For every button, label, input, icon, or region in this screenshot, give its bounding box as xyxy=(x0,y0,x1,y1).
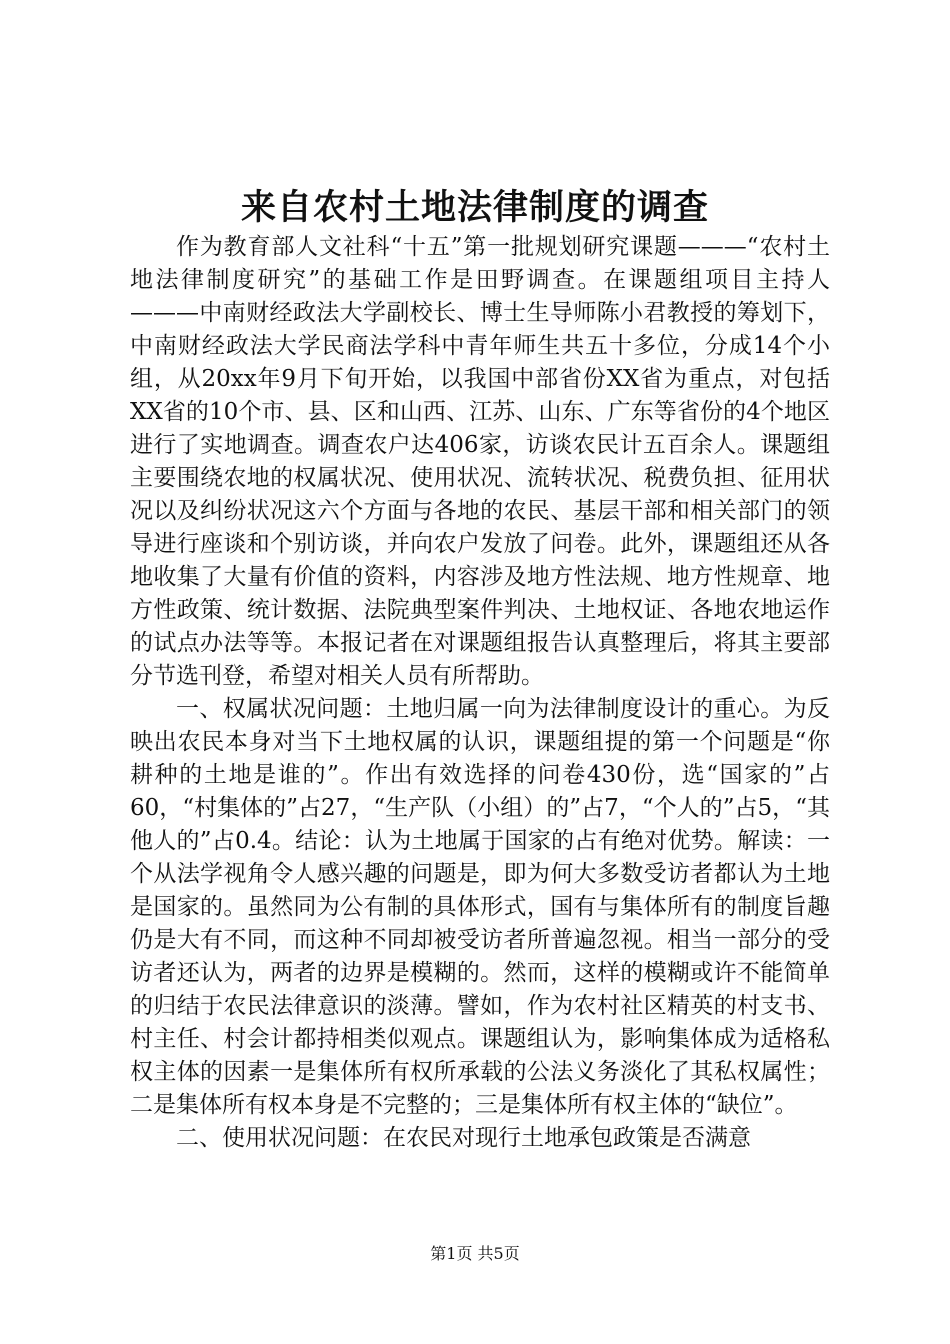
paragraph-intro: 作为教育部人文社科“十五”第一批规划研究课题———“农村土地法律制度研究”的基础工作是田野调查。在课题组项目主持人———中南财经政法大学副校长、博士生导师陈小君教授的筹划下，中南财经政法大学民商法学科中青年师生共五十多位，分成14个小组，从20xx年9月下旬开始，以我国中部省份XX省为重点，对包括XX省的10个市、县、区和山西、江苏、山东、广东等省份的4个地区进行了实地调查。调查农户达406家，访谈农民计五百余人。课题组主要围绕农地的权属状况、使用状况、流转状况、税费负担、征用状况以及纠纷状况这六个方面与各地的农民、基层干部和相关部门的领导进行座谈和个别访谈，并向农户发放了问卷。此外，课题组还从各地收集了大量有价值的资料，内容涉及地方性法规、地方性规章、地方性政策、统计数据、法院典型案件判决、土地权证、各地农地运作的试点办法等等。本报记者在对课题组报告认真整理后，将其主要部分节选刊登，希望对相关人员有所帮助。 xyxy=(130,234,830,689)
document-body xyxy=(130,231,830,1155)
page-footer: 第1页 共5页 xyxy=(430,1244,520,1263)
document-title: 来自农村土地法律制度的调查 xyxy=(240,187,709,228)
paragraph-ownership: 一、权属状况问题：土地归属一向为法律制度设计的重心。为反映出农民本身对当下土地权属的认识，课题组提的第一个问题是“你耕种的土地是谁的”。作出有效选择的问卷430份，选“国家的”占60，“村集体的”占27，“生产队（小组）的”占7，“个人的”占5，“其他人的”占0.4。结论：认为土地属于国家的占有绝对优势。解读：一个从法学视角令人感兴趣的问题是，即为何大多数受访者都认为土地是国家的。虽然同为公有制的具体形式，国有与集体所有的制度旨趣仍是大有不同，而这种不同却被受访者所普遍忽视。相当一部分的受访者还认为，两者的边界是模糊的。然而，这样的模糊或许不能简单的归结于农民法律意识的淡薄。譬如，作为农村社区精英的村支书、村主任、村会计都持相类似观点。课题组认为，影响集体成为适格私权主体的因素一是集体所有权所承载的公法义务淡化了其私权属性；二是集体所有权本身是不完整的；三是集体所有权主体的“缺位”。 xyxy=(130,696,830,1118)
paragraph-usage: 二、使用状况问题：在农民对现行土地承包政策是否满意 xyxy=(176,1125,751,1151)
